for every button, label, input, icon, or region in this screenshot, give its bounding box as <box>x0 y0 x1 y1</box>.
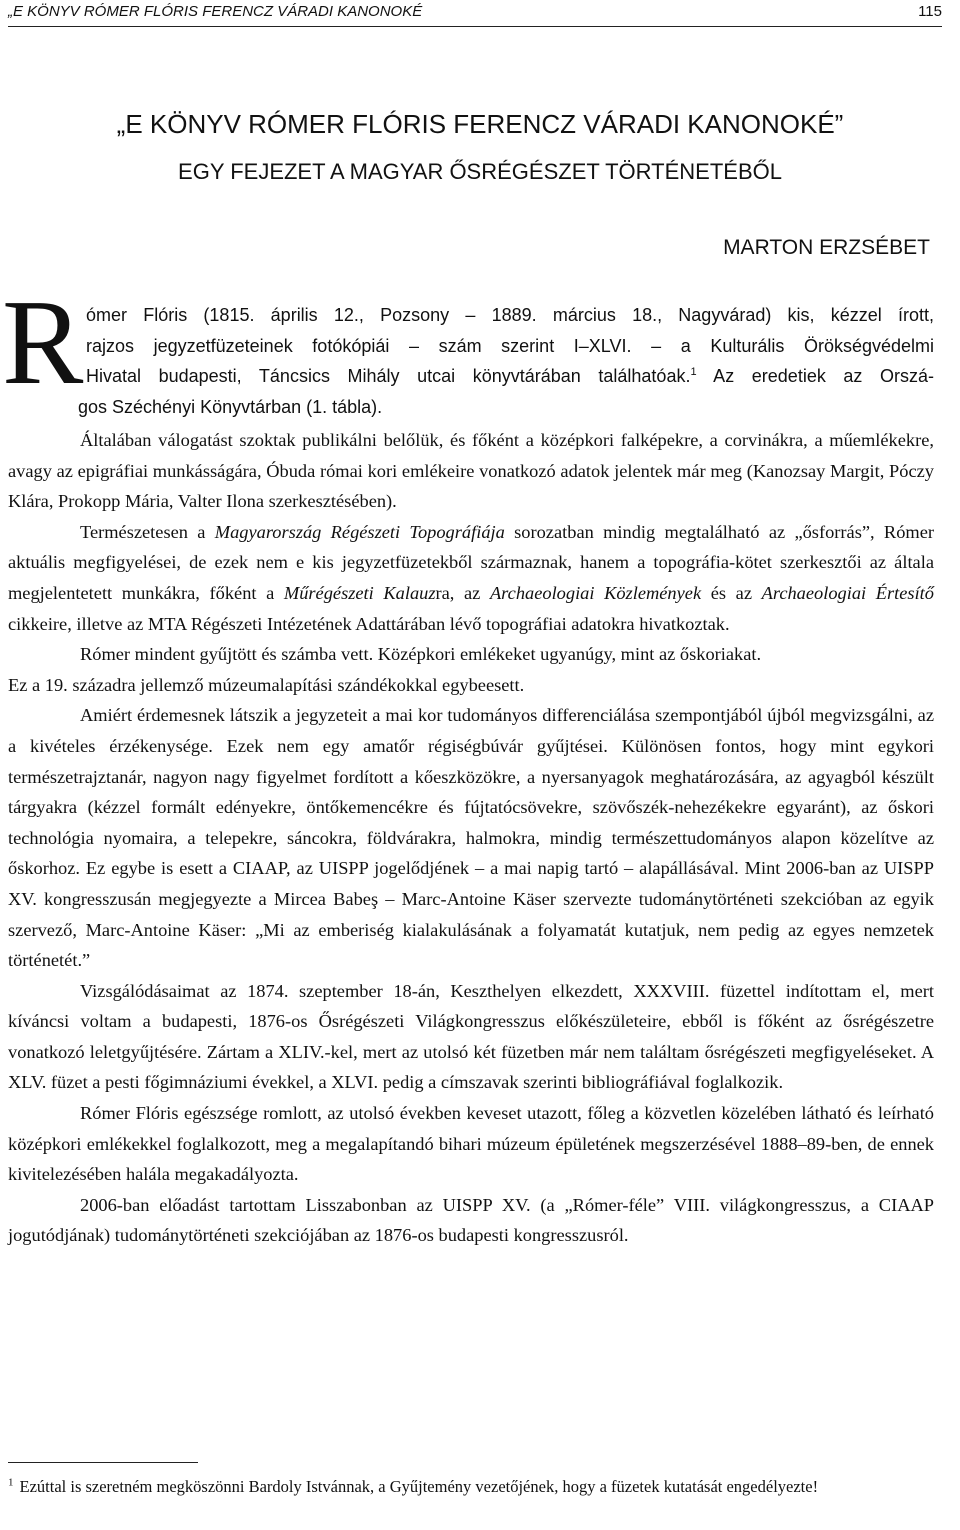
footnote <box>8 1474 934 1499</box>
paragraph: Amiért érdemesnek látszik a jegyzeteit a mai kor tudományos differenciálása szempontjából újból megvizsgálni, az a kivételes érzékenysége. Ezek nem egy amatőr régiségbúvár gyűjtései. Különösen fontos, hogy mint egykori természetrajztanár, nagyon nagy figyelmet fordított a kőeszközökre, a nyersanyagok meghatározására, az agyagból készült tárgyakra (kézzel formált edényekre, öntőkemencékre és fújtatócsövekre, szövőszék-nehezékekre egyaránt), az őskori technológia nyomaira, a telepekre, sáncokra, földvárakra, halmokra, mindig természettudományos alapon közelítve az őskorhoz. Ez egybe is esett a CIAAP, az UISPP jogelődjének – a mai napig tartó – alapállásával. Mint 2006-ban az UISPP XV. kongresszusán megjegyezte a Mircea Babeş – Marc-Antoine Käser szervezte tudománytörténeti szekcióban az egyik szervező, Marc-Antoine Käser: „Mi az emberiség kialakulásának a folyamatát kutatjuk, nem pedig az egyes nemzetek történetét.” <box>8 705 934 971</box>
paragraph: Ez a 19. századra jellemző múzeumalapítási szándékokkal egybeesett. <box>8 674 525 695</box>
running-title: „E KÖNYV RÓMER FLÓRIS FERENCZ VÁRADI KANONOKÉ <box>8 3 423 20</box>
paragraph: Általában válogatást szoktak publikálni belőlük, és főként a középkori falképekre, a corvinákra, a műemlékekre, avagy az epigráfiai munkásságára, Óbuda római kori emlékeire vonatkozó adatok jelentek már meg (Kanozsay Margit, Póczy Klára, Prokopp Mária, Valter Ilona szerkesztésében). <box>8 430 934 512</box>
article-subtitle: EGY FEJEZET A MAGYAR ŐSRÉGÉSZET TÖRTÉNETÉBŐL <box>178 159 782 184</box>
paragraph: Természetesen a Magyarország Régészeti Topográfiája sorozatban mindig megtalálható az „ősforrás”, Rómer aktuális megfigyelései, de ezek nem e kis jegyzetfüzetekből származnak, hanem a topográfia-kötet szerkesztői az általa megjelentetett munkákra, főként a Műrégészeti Kalauzra, az Archaeologiai Közlemények és az Archaeologiai Értesítő cikkeire, illetve az MTA Régészeti Intézetének Adattárában lévő topográfiai adatokra hivatkoztak. <box>8 521 934 634</box>
paragraph: Rómer mindent gyűjtött és számba vett. Középkori emlékeket ugyanúgy, mint az őskoriakat. <box>80 644 762 665</box>
paragraph: Rómer Flóris egészsége romlott, az utolsó években keveset utazott, főleg a közvetlen közelében látható és leírható középkori emlékekkel foglalkozott, meg a megalapítandó bihari múzeum épületének megszerzésével 1888–89-ben, de ennek kivitelezésében halála megakadályozta. <box>8 1103 934 1185</box>
author-name: MARTON ERZSÉBET <box>723 236 930 259</box>
intro-paragraph <box>78 300 935 422</box>
article-title: „E KÖNYV RÓMER FLÓRIS FERENCZ VÁRADI KANONOKÉ” <box>116 109 844 139</box>
footnote-ref[interactable]: 1 <box>690 366 697 378</box>
paragraph: 2006-ban előadást tartottam Lisszabonban az UISPP XV. (a „Rómer-féle” VIII. világkongresszus, a CIAAP jogutódjának) tudománytörténeti szekciójában az 1876-os budapesti kongresszusról. <box>8 1194 934 1246</box>
intro-line: gos Széchényi Könyvtárban (1. tábla). <box>78 396 383 417</box>
drop-cap: R <box>2 275 84 410</box>
intro-line: rajzos jegyzetfüzeteinek fotókópiái – szám szerint I–XLVI. – a Kulturális Örökségvédelmi <box>86 335 934 356</box>
running-header <box>8 2 942 27</box>
paragraph: Vizsgálódásaimat az 1874. szeptember 18-án, Keszthelyen elkezdett, XXXVIII. füzettel indítottam el, mert kíváncsi voltam a budapesti, 1876-os Ősrégészeti Világkongresszus előkészületeire, ebből is főként az ősrégészetre vonatkozó leletgyűjtésére. Zártam a XLIV.-kel, mert az utolsó két füzetben már nem találtam ősrégészeti megfigyeléseket. A XLV. füzet a pesti főgimnáziumi évekkel, a XLVI. pedig a címszavak szerinti bibliográfiával foglalkozik. <box>8 980 934 1093</box>
intro-line: ómer Flóris (1815. április 12., Pozsony – 1889. március 18., Nagyvárad) kis, kézzel írott, <box>86 305 934 325</box>
article-body <box>8 425 934 1251</box>
page-number: 115 <box>918 3 942 20</box>
footnote-text: Ezúttal is szeretném megköszönni Bardoly Istvánnak, a Gyűjtemény vezetőjének, hogy a füzetek kutatását engedélyezte! <box>19 1477 819 1496</box>
intro-line: Hivatal budapesti, Táncsics Mihály utcai könyvtárában találhatóak.$^1$ Az eredetiek az Orszá- <box>86 366 935 386</box>
footnote-divider <box>8 1462 198 1463</box>
footnote-number: 1 <box>8 1476 14 1489</box>
